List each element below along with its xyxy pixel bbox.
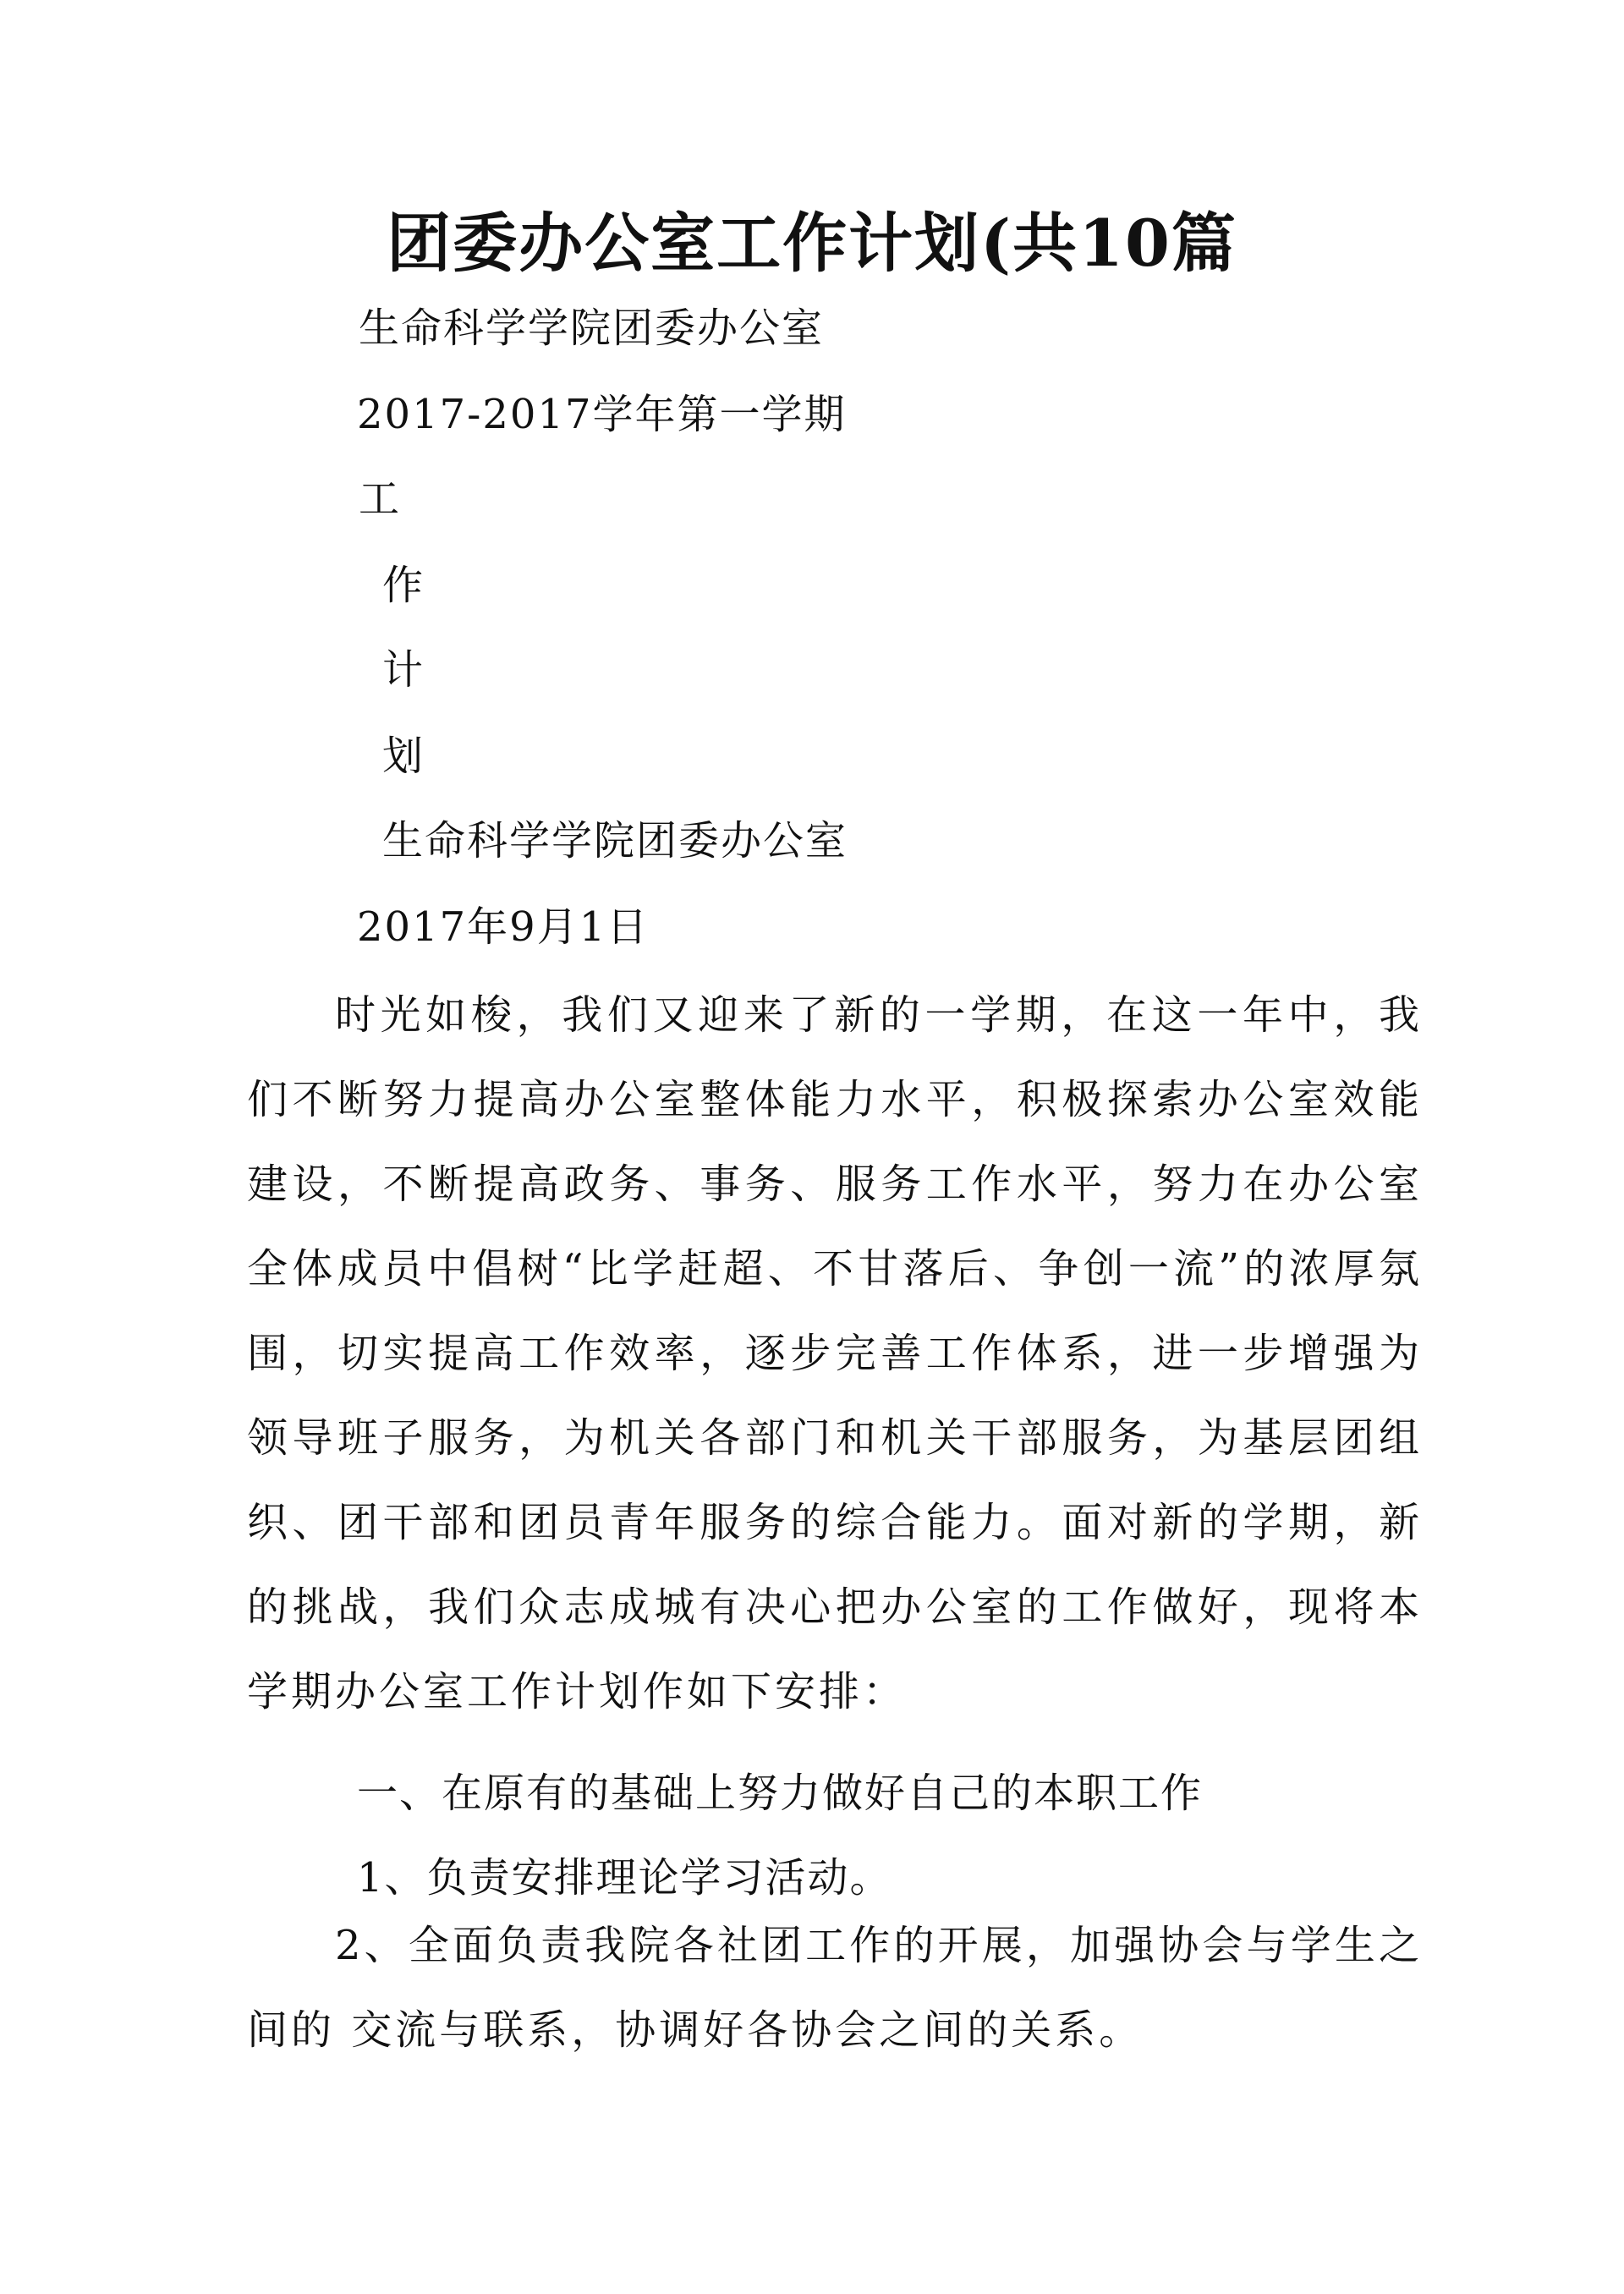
date-line: 2017年9月1日 [357, 903, 650, 951]
intro-paragraph: 时光如梭，我们又迎来了新的一学期，在这一年中，我们不断努力提高办公室整体能力水平，积极探索办公室效能建设，不断提高政务、事务、服务工作水平，努力在办公室全体成员中倡树“比学赶超、不甘落后、争创一流”的浓厚氛围，切实提高工作效率，逐步完善工作体系，进一步增强为领导班子服务，为机关各部门和机关干部服务，为基层团组织、团干部和团员青年服务的综合能力。面对新的学期，新的挑战，我们众志成城有决心把办公室的工作做好，现将本学期办公室工作计划作如下安排： [247, 991, 1423, 1715]
list-item: 2、全面负责我院各社团工作的开展，加强协会与学生之间的 交流与联系，协调好各协会之间的关系。 [247, 1922, 1423, 2054]
org-name-line-2: 生命科学学院团委办公室 [382, 817, 848, 864]
term-line: 2017-2017学年第一学期 [357, 391, 847, 438]
document-title: 团委办公室工作计划(共10篇 [387, 206, 1237, 281]
vertical-char-1: 工 [359, 475, 402, 523]
list-item: 1、负责安排理论学习活动。 [357, 1854, 892, 1902]
org-name-line: 生命科学学院团委办公室 [359, 305, 825, 352]
section-heading: 一、在原有的基础上努力做好自己的本职工作 [357, 1770, 1204, 1817]
vertical-char-4: 划 [382, 733, 425, 780]
vertical-char-2: 作 [382, 562, 425, 609]
vertical-char-3: 计 [382, 646, 425, 694]
